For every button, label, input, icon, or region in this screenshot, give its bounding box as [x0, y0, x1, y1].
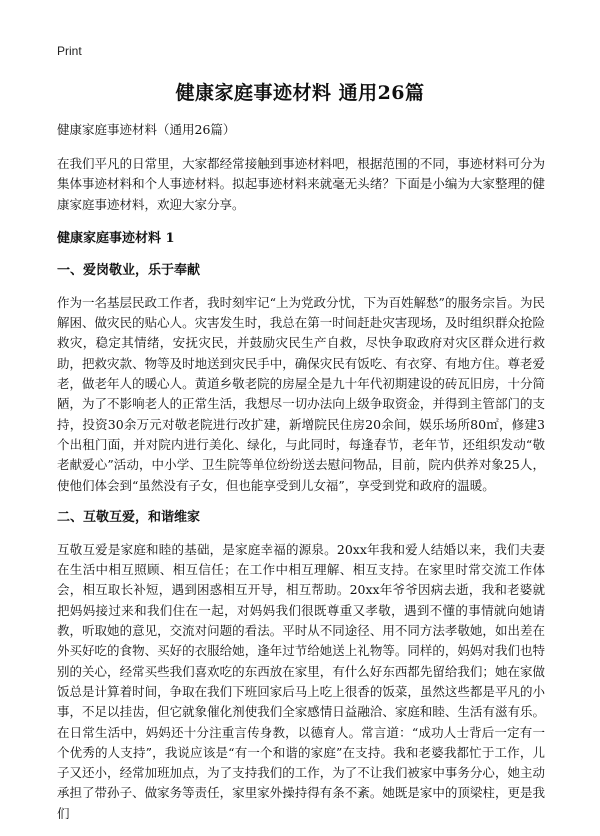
part1-heading: 一、爱岗敬业，乐于奉献: [57, 262, 201, 278]
part2-paragraph: 互敬互爱是家庭和睦的基础，是家庭幸福的源泉。20xx年我和爱人结婚以来，我们夫妻在生活中相互照顾、相互信任；在工作中相互理解、相互支持。在家里时常交流工作体会，相互取长补短，遇到困惑相互开导，相互帮助。20xx年爷爷因病去逝，我和老婆就把妈妈接过来和我们住在一起，对妈妈我们很既尊重又孝敬，遇到不懂的事情就向她请教，听取她的意见，交流对问题的看法。平时从不同途径、用不同方法孝敬她，如出差在外买好吃的食物、买好的衣服给她，逢年过节给她送上礼物等。同样的，妈妈对我们也特别的关心，经常买些我们喜欢吃的东西放在家里，有什么好东西都先留给我们；她在家做饭总是计算着时间，争取在我们下班回家后马上吃上很香的饭菜，虽然这些都是平凡的小事，不足以挂齿，但它就象催化剂使我们全家感情日益融洽、家庭和睦、生活有滋有乐。在日常生活中，妈妈还十分注重言传身教，以德育人。常言道：“成功人士背后一定有一个优秀的人支持”，我说应该是“有一个和谐的家庭”在支持。我和老婆我都忙于工作，儿子又还小，经常加班加点，为了支持我们的工作，为了不让我们被家中事务分心，她主动承担了带孙子、做家务等责任，家里家外操持得有条不紊。她既是家中的顶梁柱，更是我们: [57, 541, 545, 821]
part2-heading: 二、互敬互爱，和谐维家: [57, 509, 201, 525]
part1-paragraph: 作为一名基层民政工作者，我时刻牢记“上为党政分忧，下为百姓解愁”的服务宗旨。为民解困、做灾民的贴心人。灾害发生时，我总在第一时间赶赴灾害现场，及时组织群众抢险救灾，稳定其情绪，安抚灾民，并鼓励灾民生产自救，尽快争取政府对灾区群众进行救助，把救灾款、物等及时地送到灾民手中，确保灾民有饭吃、有衣穿、有地方住。尊老爱老，做老年人的暖心人。黄道乡敬老院的房屋全是九十年代初期建设的砖瓦旧房，十分简陋，为了不影响老人的正常生活，我想尽一切办法向上级争取资金，并得到主管部门的支持，投资30余万元对敬老院进行改扩建，新增院民住房20余间，娱乐场所80㎡，修建3个出租门面，并对院内进行美化、绿化，与此同时，每逢春节，老年节，还组织发动“敬老献爱心”活动，中小学、卫生院等单位纷纷送去慰问物品，目前，院内供养对象25人，使他们体会到“虽然没有子女，但也能享受到儿女福”，享受到党和政府的温暖。: [57, 294, 545, 493]
intro-paragraph: 在我们平凡的日常里，大家都经常接触到事迹材料吧，根据范围的不同，事迹材料可分为集体事迹材料和个人事迹材料。拟起事迹材料来就毫无头绪？下面是小编为大家整理的健康家庭事迹材料，欢迎大家分享。: [57, 156, 545, 212]
print-label[interactable]: Print: [57, 44, 82, 58]
page-title: 健康家庭事迹材料 通用26篇: [175, 82, 425, 104]
section-heading: 健康家庭事迹材料 1: [57, 230, 175, 246]
article-body: [57, 120, 545, 836]
article-subtitle: 健康家庭事迹材料（通用26篇）: [57, 122, 236, 137]
